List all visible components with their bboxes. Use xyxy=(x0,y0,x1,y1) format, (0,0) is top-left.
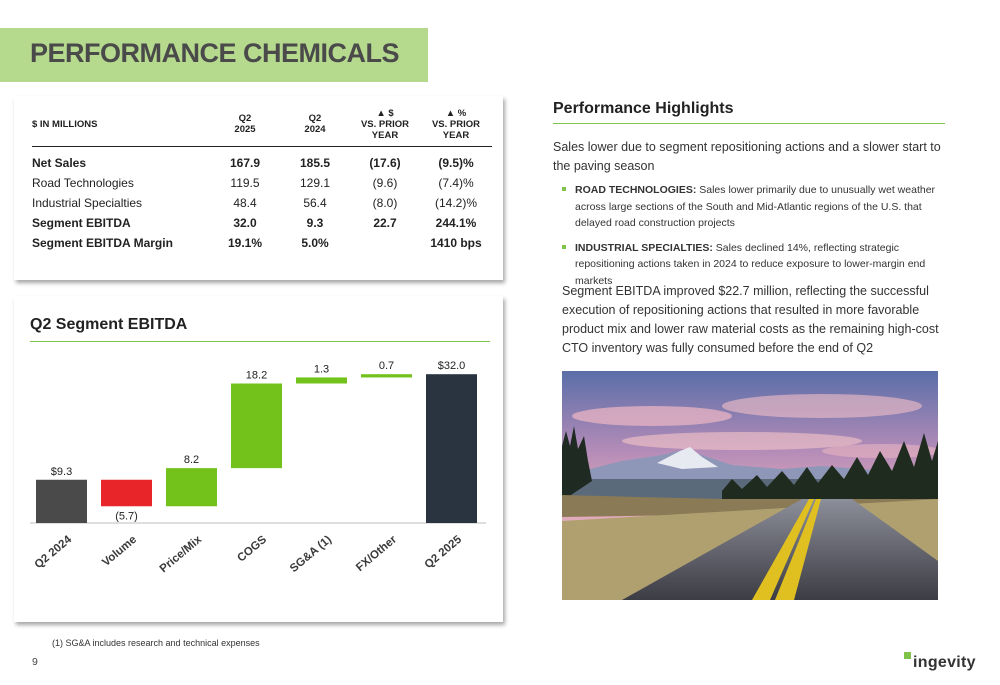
bar-cogs xyxy=(231,384,282,469)
table-cell: (9.6) xyxy=(372,176,398,190)
table-header-line: 2024 xyxy=(304,124,326,135)
logo-mark-icon xyxy=(904,652,911,659)
bullet-square-icon xyxy=(562,187,566,191)
table-header-line: 2025 xyxy=(234,124,256,135)
table-header-line: Q2 xyxy=(238,113,252,124)
table-header-2 xyxy=(280,102,350,147)
ingevity-logo xyxy=(904,650,974,676)
table-cell: 185.5 xyxy=(299,156,331,170)
title-band xyxy=(0,28,428,82)
tick-label-cogs: COGS xyxy=(235,533,270,565)
table-header-0 xyxy=(32,102,210,147)
table-header-line: ▲ % xyxy=(445,107,467,119)
data-label-sg-a-1: 1.3 xyxy=(313,363,330,376)
table-row-label: Industrial Specialties xyxy=(32,196,143,210)
table-header-row xyxy=(32,102,492,147)
highlights-title: Performance Highlights xyxy=(553,100,734,117)
tick-label-fx-other: FX/Other xyxy=(354,533,400,575)
table-row-label: Road Technologies xyxy=(32,176,134,190)
bar-q2-2024 xyxy=(36,480,87,523)
chart-title: Q2 Segment EBITDA xyxy=(30,316,188,333)
table-cell xyxy=(350,233,420,253)
table-header-line: Q2 xyxy=(308,113,322,124)
highlights-bullets xyxy=(562,182,947,297)
table-header-line: VS. PRIOR xyxy=(360,118,410,130)
financial-table xyxy=(32,102,492,253)
table-cell: 129.1 xyxy=(299,176,331,190)
data-label-cogs: 18.2 xyxy=(245,369,268,382)
ebitda-summary: Segment EBITDA improved $22.7 million, reflecting the successful execution of repositioning actions that resulted in more favorable product mix and lower raw material costs as the remaining high-cost CTO inventory was fully consumed before the end of Q2 xyxy=(562,284,939,355)
highlights-intro: Sales lower due to segment repositioning actions and a slower start to the paving season xyxy=(553,140,941,173)
road-landscape-image xyxy=(562,371,938,600)
bar-price-mix xyxy=(166,468,217,506)
table-cell: 119.5 xyxy=(230,176,260,190)
table-header-line: YEAR xyxy=(371,129,399,141)
table-cell: 48.4 xyxy=(233,196,257,210)
road-landscape-photo xyxy=(562,371,938,600)
tick-label-volume: Volume xyxy=(100,533,140,569)
highlights-rule xyxy=(553,123,945,124)
logo-text: ingevity xyxy=(913,654,976,671)
table-row-label: Segment EBITDA Margin xyxy=(32,236,173,250)
table-cell: 32.0 xyxy=(233,216,257,230)
page-number: 9 xyxy=(32,656,38,668)
financial-table-panel xyxy=(14,96,503,280)
table-cell: 167.9 xyxy=(229,156,261,170)
data-label-q2-2024: $9.3 xyxy=(50,465,73,478)
bar-q2-2025 xyxy=(426,374,477,523)
chart-panel xyxy=(14,296,503,622)
tick-label-q2-2025: Q2 2025 xyxy=(422,533,465,572)
tick-label-price-mix: Price/Mix xyxy=(157,533,205,576)
table-header-line: ▲ $ xyxy=(376,107,394,119)
table-cell: (17.6) xyxy=(369,156,401,170)
data-label-fx-other: 0.7 xyxy=(378,360,395,373)
highlight-bullet xyxy=(562,182,947,232)
table-cell: 56.4 xyxy=(303,196,327,210)
tick-label-sg-a-1: SG&A (1) xyxy=(287,533,335,575)
table-header-line: VS. PRIOR xyxy=(431,118,481,130)
table-cell: (14.2)% xyxy=(434,196,478,210)
bullet-square-icon xyxy=(562,245,566,249)
table-cell: 1410 bps xyxy=(430,236,482,250)
table-header-3 xyxy=(350,102,420,147)
bullet-text: Sales lower primarily due to unusually wet weather across large sections of the South and Mid-Atlantic regions of the U.S. that delayed road construction projects xyxy=(575,184,936,229)
footnote: (1) SG&A includes research and technical expenses xyxy=(52,638,260,648)
table-cell: 19.1% xyxy=(227,236,263,250)
table-row-label: Segment EBITDA xyxy=(32,216,131,230)
bullet-heading: ROAD TECHNOLOGIES: xyxy=(575,184,697,196)
table-header-line: $ IN MILLIONS xyxy=(32,118,98,130)
table-row xyxy=(32,193,492,213)
table-cell: (8.0) xyxy=(372,196,398,210)
table-body xyxy=(32,147,492,254)
table-cell: 5.0% xyxy=(301,236,329,250)
data-label-q2-2025: $32.0 xyxy=(437,360,466,373)
table-row xyxy=(32,173,492,193)
data-label-price-mix: 8.2 xyxy=(183,454,200,467)
page-title: PERFORMANCE CHEMICALS xyxy=(30,38,400,68)
bar-volume xyxy=(101,480,152,507)
table-cell: 244.1% xyxy=(435,216,477,230)
table-cell: 22.7 xyxy=(373,216,397,230)
table-row xyxy=(32,147,492,174)
table-row xyxy=(32,233,492,253)
bullet-heading: INDUSTRIAL SPECIALTIES: xyxy=(575,241,713,254)
table-header-1 xyxy=(210,102,280,147)
table-header-line: YEAR xyxy=(442,129,470,141)
table-cell: 9.3 xyxy=(306,216,324,230)
bar-sg-a-1 xyxy=(296,377,347,383)
data-label-volume: (5.7) xyxy=(115,510,138,523)
table-cell: (7.4)% xyxy=(438,176,474,190)
table-row-label: Net Sales xyxy=(32,156,87,170)
table-header-4 xyxy=(420,102,492,147)
bar-fx-other xyxy=(361,374,412,377)
table-cell: (9.5)% xyxy=(438,156,474,170)
tick-label-q2-2024: Q2 2024 xyxy=(32,533,75,572)
table-row xyxy=(32,213,492,233)
waterfall-chart xyxy=(14,296,503,622)
bullet-text: Sales declined 14%, reflecting strategic repositioning actions taken in 2024 to reduce exposure to lower-margin end markets xyxy=(575,241,926,287)
